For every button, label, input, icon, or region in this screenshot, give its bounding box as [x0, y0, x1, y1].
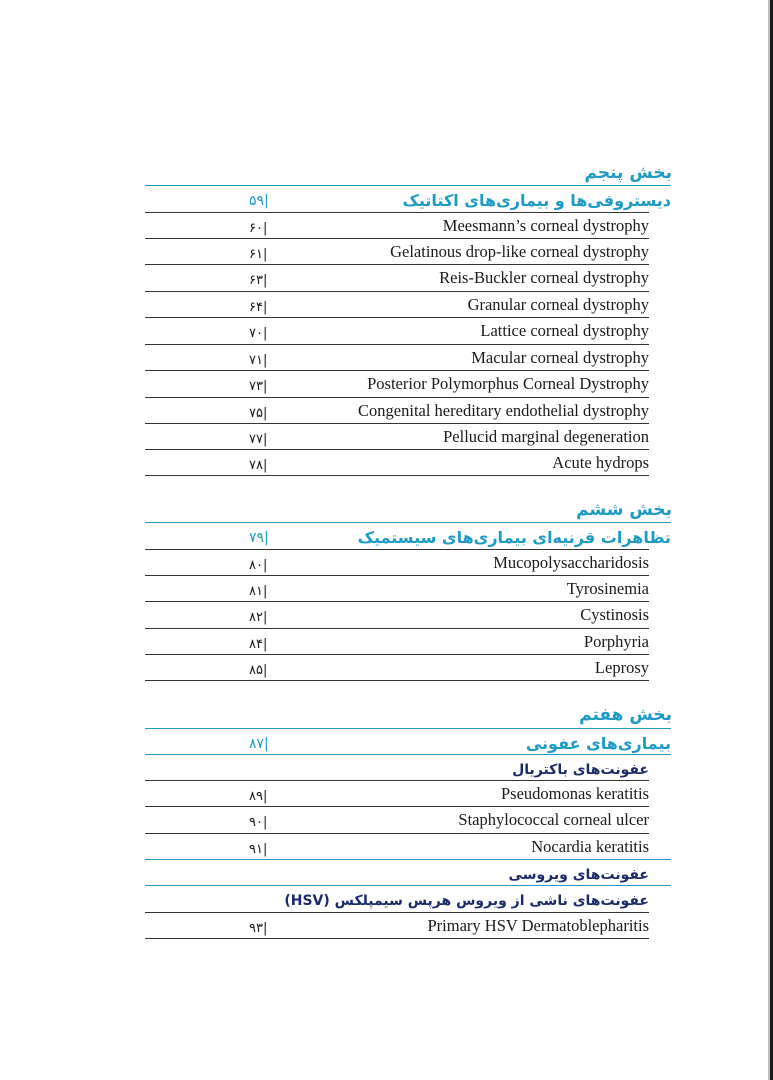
section-end-rule — [145, 475, 649, 476]
toc-entry[interactable] — [145, 601, 649, 628]
entry-title: Staphylococcal corneal ulcer — [458, 810, 649, 829]
section-row[interactable] — [145, 522, 671, 549]
entry-page-number: ۷۷| — [249, 432, 268, 447]
entry-page-number: ۷۱| — [249, 353, 268, 368]
entry-page-number: ۶۳| — [249, 273, 268, 288]
entry-page-number: ۸۰| — [249, 558, 268, 573]
toc-entry[interactable] — [145, 238, 649, 265]
entry-page-number: ۹۰| — [249, 815, 268, 830]
entry-title: Leprosy — [594, 658, 649, 677]
subsection-row[interactable] — [145, 859, 671, 886]
entry-title: Macular corneal dystrophy — [471, 348, 649, 367]
entry-page-number: ۶۴| — [249, 300, 268, 315]
section-row[interactable] — [145, 728, 671, 755]
entry-page-number: ۶۱| — [249, 247, 268, 262]
part-heading: بخش ششم — [576, 500, 672, 520]
entry-page-number: ۷۳| — [249, 379, 268, 394]
entry-title: Tyrosinemia — [566, 579, 649, 598]
toc-entry[interactable] — [145, 370, 649, 397]
entry-page-number: ۸۱| — [249, 584, 268, 599]
toc-entry[interactable] — [145, 575, 649, 602]
entry-title: Cystinosis — [580, 605, 649, 624]
entry-title: Congenital hereditary endothelial dystrophy — [358, 401, 649, 420]
entry-title: Mucopolysaccharidosis — [493, 553, 649, 572]
toc-entry[interactable] — [145, 264, 649, 291]
toc-entry[interactable] — [145, 628, 649, 655]
entry-page-number: ۸۵| — [249, 663, 268, 678]
toc-entry[interactable] — [145, 833, 649, 860]
entry-title: Granular corneal dystrophy — [467, 295, 649, 314]
entry-title: Meesmann’s corneal dystrophy — [442, 216, 649, 235]
entry-page-number: ۸۲| — [249, 610, 268, 625]
section-page-number: ۵۹| — [249, 193, 269, 209]
subsection-title: عفونت‌های ویروسی — [508, 867, 649, 883]
entry-page-number: ۷۸| — [249, 458, 268, 473]
section-page-number: ۷۹| — [249, 530, 269, 546]
entry-title: Posterior Polymorphus Corneal Dystrophy — [367, 374, 649, 393]
toc-entry[interactable] — [145, 423, 649, 450]
subsection-row[interactable] — [145, 885, 671, 912]
toc-entry[interactable] — [145, 344, 649, 371]
entry-page-number: ۹۳| — [249, 921, 268, 936]
section-row[interactable] — [145, 185, 671, 212]
toc-entry[interactable] — [145, 806, 649, 833]
entry-page-number: ۶۰| — [249, 221, 268, 236]
toc-entry[interactable] — [145, 449, 649, 476]
entry-title: Reis-Buckler corneal dystrophy — [439, 268, 649, 287]
section-page-number: ۸۷| — [249, 736, 269, 752]
toc-entry[interactable] — [145, 291, 649, 318]
entry-page-number: ۷۰| — [249, 326, 268, 341]
entry-title: Lattice corneal dystrophy — [480, 321, 649, 340]
section-title: بیماری‌های عفونی — [525, 734, 671, 753]
entry-title: Pellucid marginal degeneration — [443, 427, 649, 446]
part-heading: بخش هفتم — [579, 705, 672, 725]
entry-page-number: ۸۹| — [249, 789, 268, 804]
toc-entry[interactable] — [145, 549, 649, 576]
entry-title: Primary HSV Dermatoblepharitis — [427, 916, 649, 935]
part-heading: بخش پنجم — [584, 163, 672, 183]
toc-entry[interactable] — [145, 397, 649, 424]
entry-page-number: ۹۱| — [249, 842, 268, 857]
entry-title: Pseudomonas keratitis — [500, 784, 649, 803]
subsection-title: عفونت‌های ناشی از ویروس هرپس سیمپلکس (HSV) — [284, 893, 649, 909]
entry-page-number: ۸۴| — [249, 637, 268, 652]
entry-title: Porphyria — [583, 632, 649, 651]
toc-entry[interactable] — [145, 654, 649, 681]
toc-entry[interactable] — [145, 317, 649, 344]
section-title: دیستروفی‌ها و بیماری‌های اکتاتیک — [402, 191, 671, 210]
toc-entry[interactable] — [145, 780, 649, 807]
section-end-rule — [145, 680, 649, 681]
toc-entry[interactable] — [145, 912, 649, 939]
entry-title: Nocardia keratitis — [531, 837, 649, 856]
entry-title: Gelatinous drop-like corneal dystrophy — [390, 242, 649, 261]
section-end-rule — [145, 938, 649, 939]
section-title: تظاهرات قرنیه‌ای بیماری‌های سیستمیک — [357, 528, 671, 547]
entry-title: Acute hydrops — [552, 453, 649, 472]
entry-page-number: ۷۵| — [249, 406, 268, 421]
subsection-row[interactable] — [145, 754, 671, 781]
subsection-title: عفونت‌های باکتریال — [512, 762, 649, 778]
toc-entry[interactable] — [145, 212, 649, 239]
